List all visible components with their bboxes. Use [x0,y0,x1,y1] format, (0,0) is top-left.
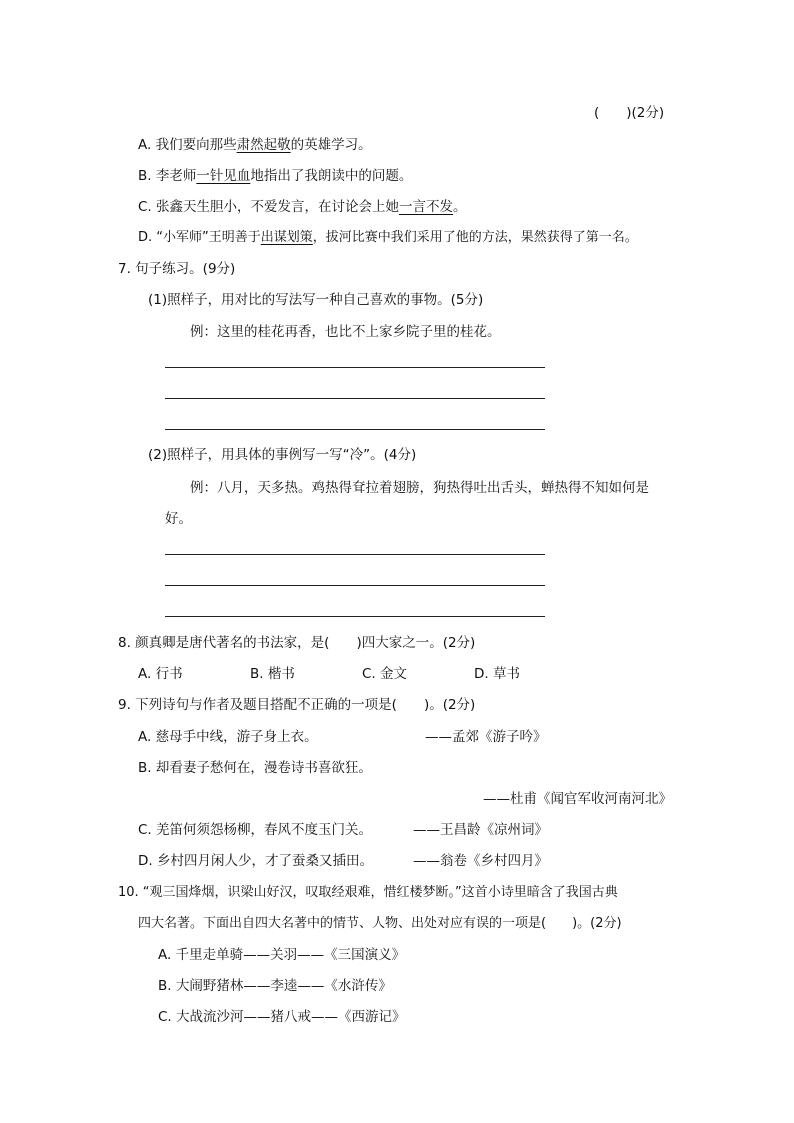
q9-option-d-source: ——翁卷《乡村四月》 [413,853,548,869]
q8-option-b: B. 楷书 [250,666,295,682]
q6-option-b [138,167,412,185]
q8-option-c: C. 金文 [362,666,408,682]
q7-part1-title: (1)照样子，用对比的写法写一种自己喜欢的事物。(5分) [148,292,484,308]
q10-option-c: C. 大战流沙河——猪八戒——《西游记》 [158,1009,406,1025]
q9-option-a-source: ——孟郊《游子吟》 [425,729,547,745]
q9-option-b-source: ——杜甫《闻官军收河南河北》 [483,791,672,807]
q10-option-a: A. 千里走单骑——关羽——《三国演义》 [158,947,406,963]
option-text: 的英雄学习。 [290,137,372,153]
answer-line[interactable] [165,429,545,430]
q8-option-d: D. 草书 [474,666,520,682]
option-text: 地指出了我朗读中的问题。 [250,168,413,184]
q7-part1-example: 例：这里的桂花再香，也比不上家乡院子里的桂花。 [190,324,501,340]
q9-title: 9. 下列诗句与作者及题目搭配不正确的一项是( )。(2分) [118,697,476,713]
q8-title: 8. 颜真卿是唐代著名的书法家，是( )四大家之一。(2分) [118,635,476,651]
q7-title: 7. 句子练习。(9分) [118,261,236,277]
q9-option-b: B. 却看妻子愁何在，漫卷诗书喜欲狂。 [138,760,372,776]
q9-option-a: A. 慈母手中线，游子身上衣。 [138,729,318,745]
underlined-term: 出谋划策 [260,230,313,245]
underlined-term: 肃然起敬 [236,137,291,153]
option-text: C. 张鑫天生胆小，不爱发言，在讨论会上她 [138,199,400,215]
underlined-term: 一针见血 [196,168,251,184]
q10-stem-line2: 四大名著。下面出自四大名著中的情节、人物、出处对应有误的一项是( )。(2分) [138,916,622,931]
q9-option-d: D. 乡村四月闲人少，才了蚕桑又插田。 [138,853,373,869]
option-text: B. 李老师 [138,168,197,184]
answer-line[interactable] [165,585,545,586]
q6-option-a [138,136,372,154]
answer-line[interactable] [165,616,545,617]
option-text: D. “小军师”王明善于 [138,230,261,245]
answer-line[interactable] [165,398,545,399]
q7-part2-example-line2: 好。 [165,511,192,527]
q10-stem-line1: 10. “观三国烽烟，识梁山好汉，叹取经艰难，惜红楼梦断。”这首小诗里暗含了我国古典 [118,885,618,900]
q7-part2-example-line1: 例：八月，天多热。鸡热得耷拉着翅膀，狗热得吐出舌头，蝉热得不知如何是 [190,480,649,496]
answer-line[interactable] [165,554,545,555]
q6-score: ( )(2分) [594,105,665,121]
q6-option-c [138,198,467,216]
q10-option-b: B. 大闹野猪林——李逵——《水浒传》 [158,978,392,994]
option-text: ，拔河比赛中我们采用了他的方法，果然获得了第一名。 [312,230,638,245]
underlined-term: 一言不发 [399,199,454,215]
option-text: A. 我们要向那些 [138,137,237,153]
q6-option-d [138,229,638,247]
answer-line[interactable] [165,367,545,368]
q7-part2-title: (2)照样子，用具体的事例写一写“冷”。(4分) [148,447,417,463]
q8-option-a: A. 行书 [138,666,183,682]
option-text: 。 [453,199,467,215]
q9-option-c: C. 羌笛何须怨杨柳，春风不度玉门关。 [138,822,373,838]
q9-option-c-source: ——王昌龄《凉州词》 [413,822,548,838]
